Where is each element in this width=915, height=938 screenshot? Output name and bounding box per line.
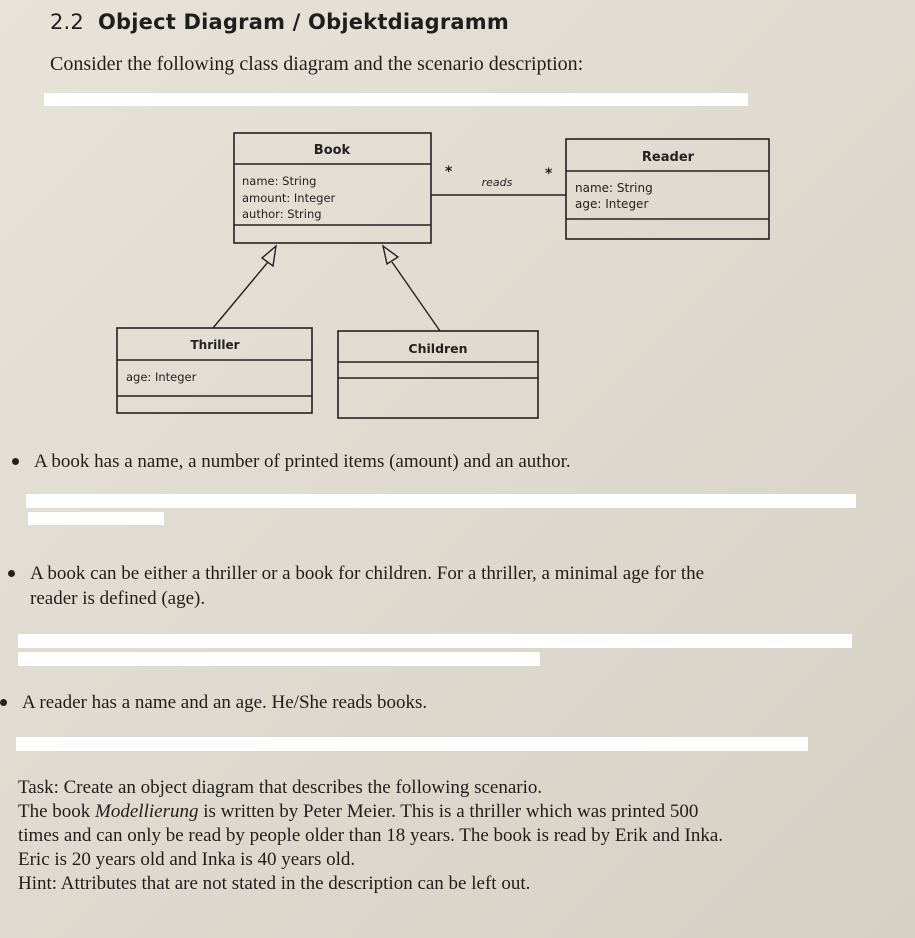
intro-text: Consider the following class diagram and the scenario description:: [50, 53, 584, 75]
association-label: reads: [481, 176, 513, 189]
class-reader: [566, 139, 769, 239]
reader-attr-name: name: String: [575, 181, 653, 195]
redaction-bar: [26, 494, 856, 508]
bullet-dot: [0, 699, 7, 706]
book-title-emphasis: Modellierung: [95, 801, 199, 822]
list-item: [34, 449, 571, 474]
generalization-thriller: [213, 246, 276, 328]
multiplicity-book-end: *: [445, 164, 453, 180]
list-item: [22, 690, 427, 715]
bullet-text-line1: A book can be either a thriller or a book for children. For a thriller, a minimal age for the: [30, 563, 705, 584]
book-attr-name: name: String: [242, 174, 317, 188]
section-number: 2.2: [50, 10, 84, 34]
book-attr-amount: amount: Integer: [242, 191, 336, 205]
thriller-class-name: Thriller: [190, 338, 240, 352]
task-line: Eric is 20 years old and Inka is 40 years old.: [18, 849, 356, 870]
generalization-children: [383, 246, 440, 331]
task-hint: Hint: Attributes that are not stated in the description can be left out.: [18, 873, 531, 894]
class-children: [338, 331, 538, 418]
task-paragraph: [18, 776, 858, 896]
redaction-bar: [28, 512, 164, 525]
class-book: [234, 133, 431, 243]
book-class-name: Book: [313, 143, 351, 158]
task-line: Task: Create an object diagram that describes the following scenario.: [18, 777, 543, 798]
reader-attr-age: age: Integer: [575, 197, 649, 211]
bullet-dot: [8, 570, 15, 577]
bullet-dot: [12, 458, 19, 465]
list-item: [30, 561, 860, 611]
bullet-text: A book has a name, a number of printed items (amount) and an author.: [34, 451, 571, 472]
bullet-text: A reader has a name and an age. He/She reads books.: [22, 692, 428, 713]
class-thriller: [117, 328, 312, 413]
task-text: The book: [18, 801, 96, 822]
task-line: [18, 800, 858, 824]
book-attr-author: author: String: [242, 207, 322, 221]
multiplicity-reader-end: *: [545, 166, 553, 182]
redaction-bar: [18, 634, 852, 648]
section-title: Object Diagram / Objektdiagramm: [98, 10, 509, 34]
reader-class-name: Reader: [641, 150, 695, 165]
redaction-bar: [16, 737, 808, 751]
association-reads: [431, 164, 566, 195]
task-line: times and can only be read by people older than 18 years. The book is read by Erik and Inka.: [18, 825, 724, 846]
children-class-name: Children: [408, 341, 468, 356]
bullet-text-line2: reader is defined (age).: [30, 588, 206, 609]
redaction-bar: [18, 652, 540, 666]
task-text: is written by Peter Meier. This is a thriller which was printed 500: [198, 801, 699, 822]
thriller-attr-age: age: Integer: [126, 370, 197, 384]
